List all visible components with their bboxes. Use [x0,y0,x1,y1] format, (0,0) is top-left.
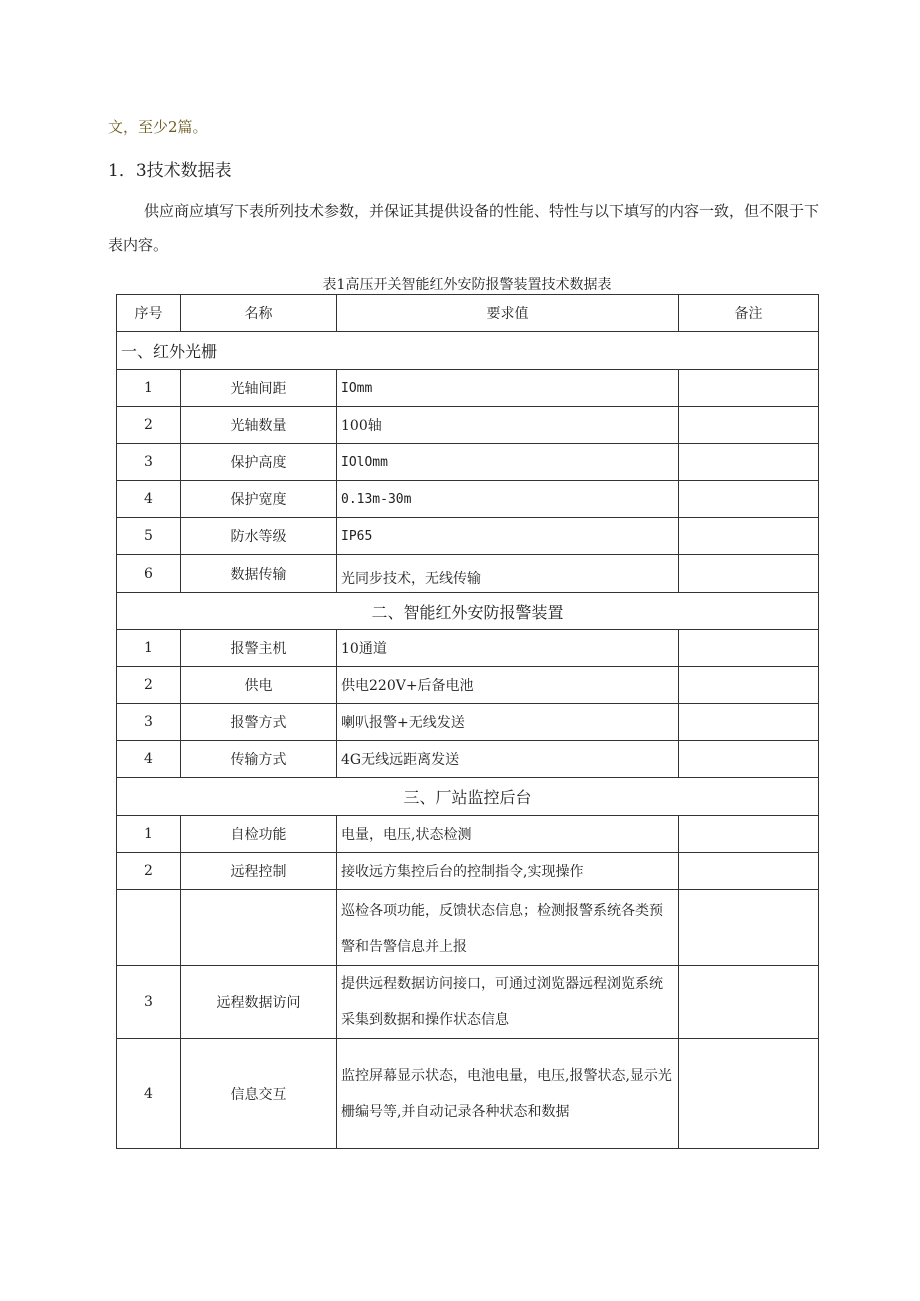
cell-value: 光同步技术，无线传输 [337,555,679,593]
section-row [117,593,819,630]
spec-table [116,294,819,1149]
cell-value: 监控屏幕显示状态，电池电量，电压,报警状态,显示光栅编号等,并自动记录各种状态和数据 [337,1039,679,1149]
cell-no: 4 [117,741,181,778]
cell-value: 0.13m-30m [337,481,679,518]
cell-no: 2 [117,853,181,890]
cell-no: 2 [117,407,181,444]
cell-no: 3 [117,966,181,1039]
table-row [117,370,819,407]
section-row [117,332,819,370]
cell-name: 数据传输 [181,555,337,593]
cell-value: 巡检各项功能，反馈状态信息；检测报警系统各类预警和告警信息并上报 [337,890,679,966]
table-row [117,518,819,555]
cell-note [679,370,819,407]
section-title-3: 三、厂站监控后台 [117,778,819,816]
cell-value: 供电220V+后备电池 [337,667,679,704]
table-row [117,555,819,593]
cell-note [679,853,819,890]
cell-no: 1 [117,816,181,853]
table-row [117,407,819,444]
header-no: 序号 [117,295,181,332]
table-row [117,481,819,518]
cell-note [679,481,819,518]
table-row [117,1039,819,1149]
cell-value: 接收远方集控后台的控制指令,实现操作 [337,853,679,890]
cell-note [679,518,819,555]
cell-name: 光轴数量 [181,407,337,444]
cell-value: 10通道 [337,630,679,667]
cell-value: 100轴 [337,407,679,444]
table-row [117,444,819,481]
intro-paragraph: 供应商应填写下表所列技术参数，并保证其提供设备的性能、特性与以下填写的内容一致，但不限于下表内容。 [108,202,820,254]
cell-value: 提供远程数据访问接口，可通过浏览器远程浏览系统采集到数据和操作状态信息 [337,966,679,1039]
cell-no: 1 [117,370,181,407]
cell-name: 报警方式 [181,704,337,741]
intro-line: 文，至少2篇。 [108,118,208,136]
header-value: 要求值 [337,295,679,332]
section-row [117,778,819,816]
cell-value: IOmm [337,370,679,407]
cell-name: 信息交互 [181,1039,337,1149]
header-note: 备注 [679,295,819,332]
table-row [117,704,819,741]
cell-value: IP65 [337,518,679,555]
table-caption: 表1高压开关智能红外安防报警装置技术数据表 [322,277,612,293]
cell-value: 喇叭报警+无线发送 [337,704,679,741]
cell-name: 自检功能 [181,816,337,853]
cell-name: 远程控制 [181,853,337,890]
cell-note [679,667,819,704]
cell-no: 1 [117,630,181,667]
cell-note [679,816,819,853]
table-row [117,966,819,1039]
cell-no [117,890,181,966]
cell-note [679,555,819,593]
section-title-2: 二、智能红外安防报警装置 [117,593,819,630]
table-row [117,741,819,778]
table-row [117,816,819,853]
cell-no: 2 [117,667,181,704]
cell-value: 4G无线远距离发送 [337,741,679,778]
table-row [117,890,819,966]
cell-note [679,704,819,741]
cell-name: 光轴间距 [181,370,337,407]
cell-note [679,741,819,778]
cell-note [679,890,819,966]
section-heading: 1．3技术数据表 [108,161,232,181]
cell-no: 4 [117,481,181,518]
cell-no: 6 [117,555,181,593]
section-title-1: 一、红外光栅 [117,332,819,370]
cell-note [679,1039,819,1149]
cell-note [679,407,819,444]
table-header-row [117,295,819,332]
cell-name: 防水等级 [181,518,337,555]
table-row [117,667,819,704]
cell-value: 电量，电压,状态检测 [337,816,679,853]
cell-note [679,630,819,667]
table-row [117,630,819,667]
cell-name: 供电 [181,667,337,704]
cell-no: 5 [117,518,181,555]
cell-name [181,890,337,966]
cell-no: 4 [117,1039,181,1149]
cell-name: 远程数据访问 [181,966,337,1039]
cell-value: IOlOmm [337,444,679,481]
cell-name: 保护宽度 [181,481,337,518]
cell-no: 3 [117,704,181,741]
table-row [117,853,819,890]
cell-name: 传输方式 [181,741,337,778]
cell-note [679,966,819,1039]
cell-note [679,444,819,481]
header-name: 名称 [181,295,337,332]
cell-name: 保护高度 [181,444,337,481]
cell-no: 3 [117,444,181,481]
cell-name: 报警主机 [181,630,337,667]
